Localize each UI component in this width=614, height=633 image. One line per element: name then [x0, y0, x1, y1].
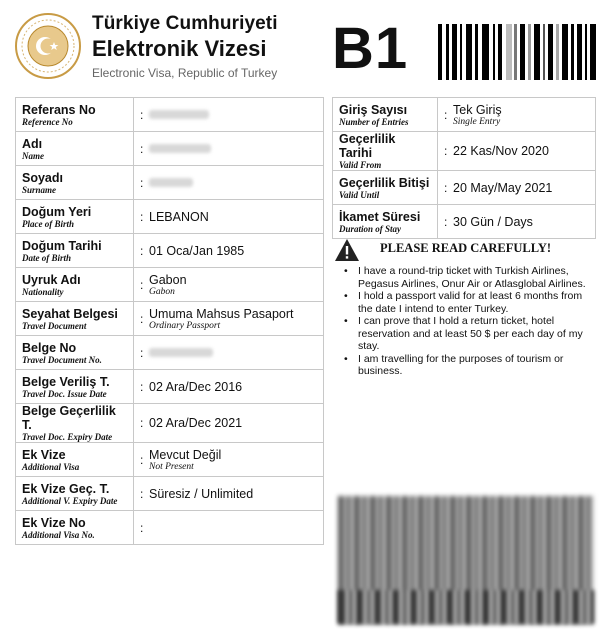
sublabel-reference-no: Reference No [22, 116, 73, 127]
label-name: Adı [22, 136, 43, 151]
label-date-of-birth: Doğum Tarihi [22, 238, 102, 253]
value-additional-visa: Mevcut Değil [149, 447, 222, 462]
value-expiry-date: 02 Ara/Dec 2021 [149, 416, 243, 430]
list-item: • I hold a passport valid for at least 6 months from the date I intend to enter Turkey. [340, 290, 596, 315]
entry-conditions-list [340, 265, 596, 378]
sublabel-nationality: Nationality [22, 286, 64, 297]
redacted-reference-no [149, 110, 209, 119]
value-nationality: Gabon [149, 272, 187, 287]
value-place-of-birth: LEBANON [149, 209, 209, 224]
redacted-verification-number [338, 590, 594, 624]
label-issue-date: Belge Veriliş T. [22, 374, 110, 389]
row-surname: Soyadı Surname : [16, 166, 324, 200]
row-issue-date: Belge Veriliş T. Travel Doc. Issue Date : 02 Ara/Dec 2016 [16, 370, 324, 404]
sublabel-place-of-birth: Place of Birth [22, 218, 74, 229]
title-english: Electronic Visa, Republic of Turkey [92, 66, 278, 80]
value-nationality-en: Gabon [149, 286, 175, 297]
label-place-of-birth: Doğum Yeri [22, 204, 92, 219]
value-issue-date: 02 Ara/Dec 2016 [149, 379, 243, 394]
sublabel-additional-visa-expiry: Additional V. Expiry Date [22, 495, 118, 506]
title-republic: Türkiye Cumhuriyeti [92, 13, 278, 34]
sublabel-valid-until: Valid Until [339, 189, 380, 200]
label-expiry-date: Belge Geçerlilik T. [22, 404, 116, 432]
redacted-name [149, 144, 211, 153]
redacted-surname [149, 178, 193, 187]
sublabel-duration-of-stay: Duration of Stay [339, 223, 402, 234]
value-additional-visa-en: Not Present [149, 461, 194, 472]
row-name: Adı Name : [16, 132, 324, 166]
title-electronic-visa: Elektronik Vizesi [92, 36, 267, 61]
value-travel-document: Umuma Mahsus Pasaport [149, 306, 294, 321]
label-additional-visa: Ek Vize [22, 447, 66, 462]
row-additional-visa-no: Ek Vize No Additional Visa No. : [16, 511, 324, 545]
value-valid-until: 20 May/May 2021 [453, 180, 553, 195]
value-duration-of-stay: 30 Gün / Days [453, 214, 533, 229]
sublabel-document-no: Travel Document No. [22, 354, 102, 365]
visa-type-code: B1 [332, 16, 409, 81]
list-item: • I am travelling for the purposes of tourism or business. [340, 353, 596, 378]
row-document-no: Belge No Travel Document No. : [16, 336, 324, 370]
list-item: • I can prove that I hold a return ticket, hotel reservation and at least 50 $ per each day of my stay. [340, 315, 596, 353]
value-additional-visa-expiry: Süresiz / Unlimited [149, 486, 254, 501]
republic-seal-icon [14, 12, 82, 80]
applicant-info-table [15, 97, 324, 545]
redacted-document-no [149, 348, 213, 357]
value-number-of-entries-en: Single Entry [453, 116, 501, 127]
sublabel-additional-visa: Additional Visa [22, 461, 80, 472]
row-additional-visa-expiry: Ek Vize Geç. T. Additional V. Expiry Date : Süresiz / Unlimited [16, 477, 324, 511]
sublabel-name: Name [22, 150, 44, 161]
sublabel-additional-visa-no: Additional Visa No. [22, 529, 95, 540]
label-valid-from: Geçerlilik Tarihi [339, 132, 396, 160]
row-place-of-birth: Doğum Yeri Place of Birth : LEBANON [16, 200, 324, 234]
row-number-of-entries: Giriş Sayısı Number of Entries : Tek Giriş Single Entry [333, 98, 596, 132]
sublabel-issue-date: Travel Doc. Issue Date [22, 388, 107, 399]
sublabel-travel-document: Travel Document [22, 320, 87, 331]
label-nationality: Uyruk Adı [22, 272, 81, 287]
value-number-of-entries: Tek Giriş [453, 102, 502, 117]
label-document-no: Belge No [22, 340, 77, 355]
value-date-of-birth: 01 Oca/Jan 1985 [149, 243, 245, 258]
sublabel-valid-from: Valid From [339, 160, 382, 170]
barcode-icon [438, 24, 598, 80]
label-additional-visa-no: Ek Vize No [22, 515, 86, 530]
value-valid-from: 22 Kas/Nov 2020 [453, 144, 549, 158]
sublabel-date-of-birth: Date of Birth [22, 252, 72, 263]
row-duration-of-stay: İkamet Süresi Duration of Stay : 30 Gün / Days [333, 205, 596, 239]
label-travel-document: Seyahat Belgesi [22, 306, 118, 321]
value-travel-document-en: Ordinary Passport [149, 320, 221, 331]
label-additional-visa-expiry: Ek Vize Geç. T. [22, 481, 110, 496]
row-travel-document: Seyahat Belgesi Travel Document : Umuma Mahsus Pasaport Ordinary Passport [16, 302, 324, 336]
visa-details-table [332, 97, 596, 239]
notice-title: PLEASE READ CAREFULLY! [380, 241, 552, 255]
row-valid-from: Geçerlilik Tarihi Valid From : 22 Kas/Nov 2020 [333, 132, 596, 171]
notice-header [334, 238, 596, 262]
label-number-of-entries: Giriş Sayısı [339, 102, 408, 117]
sublabel-expiry-date: Travel Doc. Expiry Date [22, 432, 113, 442]
warning-icon [334, 238, 360, 262]
row-expiry-date: Belge Geçerlilik T. Travel Doc. Expiry Date : 02 Ara/Dec 2021 [16, 404, 324, 443]
row-additional-visa: Ek Vize Additional Visa : Mevcut Değil Not Present [16, 443, 324, 477]
row-reference-no: Referans No Reference No : [16, 98, 324, 132]
row-date-of-birth: Doğum Tarihi Date of Birth : 01 Oca/Jan 1985 [16, 234, 324, 268]
label-surname: Soyadı [22, 170, 63, 185]
row-valid-until: Geçerlilik Bitişi Valid Until : 20 May/May 2021 [333, 171, 596, 205]
label-duration-of-stay: İkamet Süresi [339, 209, 421, 224]
list-item: • I have a round-trip ticket with Turkish Airlines, Pegasus Airlines, Onur Air or Atlasglobal Airlines. [340, 265, 596, 290]
sublabel-number-of-entries: Number of Entries [339, 116, 409, 127]
sublabel-surname: Surname [22, 184, 57, 195]
label-valid-until: Geçerlilik Bitişi [339, 175, 430, 190]
label-reference-no: Referans No [22, 102, 96, 117]
row-nationality: Uyruk Adı Nationality : Gabon Gabon [16, 268, 324, 302]
